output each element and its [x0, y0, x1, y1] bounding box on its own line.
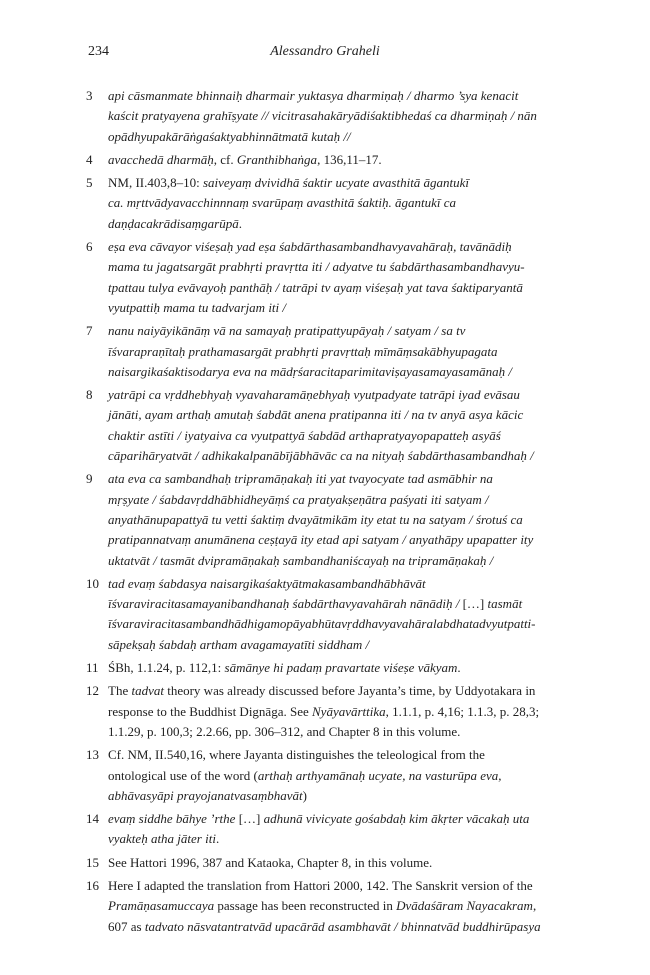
endnote [86, 745, 566, 806]
endnote [86, 86, 566, 147]
text-segment: […] [462, 596, 485, 612]
endnote-line [108, 786, 566, 806]
endnote-line [108, 362, 566, 382]
text-segment: . [215, 831, 220, 847]
endnote-text [108, 809, 566, 850]
text-segment: ) [302, 787, 307, 803]
text-segment: ontological use of the word ( [108, 767, 258, 783]
endnote-line [108, 385, 566, 405]
endnote-line [108, 594, 566, 614]
endnote-text [108, 681, 566, 742]
italic-segment: opādhyupakārāṅgaśaktyabhinnātmatā kutaḥ // [108, 128, 351, 144]
text-segment: , 136,11–17. [317, 151, 382, 167]
italic-segment: mṛṣyate / śabdavṛddhābhidheyāṃś ca pratyakṣeṇātra paśyati iti satyam / [108, 491, 489, 507]
endnote [86, 173, 566, 234]
endnote [86, 876, 566, 937]
endnotes-list [86, 86, 566, 940]
italic-segment: ata eva ca sambandhaḥ tripramāṇakaḥ iti yat tvayocyate tad asmābhir na [108, 471, 493, 487]
page-header [88, 44, 562, 64]
text-segment: . [238, 215, 242, 231]
italic-segment: yatrāpi ca vṛddhebhyaḥ vyavaharamāṇebhyaḥ vyutpadyate tatrāpi iyad evāsau [108, 387, 520, 403]
italic-segment: tadvato nāsvatantratvād upacārād asambhavāt / bhinnatvād buddhirūpasya [144, 918, 541, 934]
endnote-line [108, 530, 566, 550]
italic-segment: evaṃ siddhe bāhye ’rthe [108, 811, 239, 827]
text-segment: […] [238, 811, 264, 827]
italic-segment: tadvat [131, 683, 164, 699]
endnote-line [108, 551, 566, 571]
endnote-number: 16 [86, 877, 99, 893]
italic-segment: abhāvasyāpi prayojanatvasaṃbhavāt [108, 787, 303, 803]
text-segment: theory was already discussed before Jayanta’s time, by Uddyotakara in [163, 683, 536, 699]
endnote-text [108, 173, 566, 234]
endnote-line [108, 106, 566, 126]
endnote-line [108, 342, 566, 362]
endnote-number: 15 [86, 854, 99, 870]
endnote-line [108, 876, 566, 896]
endnote-line [108, 896, 566, 916]
italic-segment: chaktir astīti / iyatyaiva ca vyutpattyā śabdād arthapratyayopapatteḥ asyāś [108, 427, 501, 443]
endnote-text [108, 853, 566, 873]
endnote-line [108, 237, 566, 257]
endnote-line [108, 635, 566, 655]
italic-segment: īśvarapraṇītaḥ prathamasargāt prabhṛti pravṛttaḥ mīmāṃsakābhyupagata [108, 343, 498, 359]
text-segment: Here I adapted the translation from Hattori 2000, 142. The Sanskrit version of the [108, 877, 533, 893]
italic-segment: jānāti, ayam arthaḥ amutaḥ śabdāt anena pratipanna iti / na tv anyā asya kācic [108, 407, 524, 423]
endnote [86, 853, 566, 873]
text-segment: The [108, 683, 132, 699]
italic-segment: eṣa eva cāvayor viśeṣaḥ yad eṣa śabdārthasambandhavyavahāraḥ, tavānādiḥ [108, 239, 512, 255]
italic-segment: uktatvāt / tasmāt dvipramāṇakaḥ sambandhaniścayaḥ na tripramāṇakaḥ / [108, 552, 494, 568]
endnote-line [108, 278, 566, 298]
endnote-text [108, 321, 566, 382]
italic-segment: naisargikaśaktisodarya eva na mādṛśaracitaparimitaviṣayasamayasamānaḥ / [108, 363, 512, 379]
italic-segment: Nyāyavārttika [312, 703, 386, 719]
page-number: 234 [88, 44, 109, 59]
endnote-line [108, 809, 566, 829]
endnote-number: 12 [86, 683, 99, 699]
italic-segment: sāpekṣaḥ śabdaḥ artham avagamayatīti siddham / [108, 636, 370, 652]
endnote-number: 5 [86, 175, 93, 191]
endnote-line [108, 298, 566, 318]
italic-segment: tasmāt [484, 596, 523, 612]
endnote-line [108, 490, 566, 510]
text-segment: response to the Buddhist Dignāga. See [108, 703, 312, 719]
endnote-line [108, 917, 566, 937]
endnote-text [108, 658, 566, 678]
italic-segment: nanu naiyāyikānāṃ vā na samayaḥ pratipattyupāyaḥ / satyam / sa tv [108, 323, 466, 339]
endnote-line [108, 722, 566, 742]
text-segment: . [457, 660, 461, 676]
endnote-text [108, 876, 566, 937]
endnote-number: 6 [86, 239, 93, 255]
endnote-number: 4 [86, 151, 93, 167]
endnote-line [108, 574, 566, 594]
text-segment: , 1.1.1, p. 4,16; 1.1.3, p. 28,3; [385, 703, 540, 719]
endnote-line [108, 510, 566, 530]
endnote-number: 7 [86, 323, 93, 339]
endnote-text [108, 574, 566, 655]
endnote-number: 3 [86, 88, 93, 103]
text-segment: 607 as [108, 918, 145, 934]
endnote-line [108, 173, 566, 193]
running-head-author: Alessandro Graheli [270, 44, 380, 59]
italic-segment: arthaḥ arthyamānaḥ ucyate, na vasturūpa eva, [257, 767, 502, 783]
endnote-line [108, 426, 566, 446]
italic-segment: avacchedā dharmāḥ [108, 151, 214, 167]
text-segment: NM, II.403,8–10: [108, 175, 203, 191]
italic-segment: ca. mṛttvādyavacchinnnaṃ svarūpaṃ avasthitā śaktiḥ. āgantukī ca [108, 195, 457, 211]
endnote [86, 385, 566, 466]
endnote-line [108, 257, 566, 277]
endnote-text [108, 385, 566, 466]
italic-segment: tad evaṃ śabdasya naisargikaśaktyātmakasambandhābhāvāt [108, 575, 426, 591]
endnote-line [108, 321, 566, 341]
italic-segment: mama tu jagatsargāt prabhṛti pravṛtta iti / adyatve tu śabdārthasambandhavyu- [108, 259, 525, 275]
text-segment: passage has been reconstructed in [214, 898, 397, 914]
endnote-line [108, 681, 566, 701]
endnote-number: 10 [86, 575, 99, 591]
endnote-line [108, 127, 566, 147]
endnote-line [108, 702, 566, 722]
italic-segment: vyakteḥ atha jāter iti [108, 831, 216, 847]
text-segment: , [532, 898, 537, 914]
endnote [86, 237, 566, 318]
text-segment: 1.1.29, p. 100,3; 2.2.66, pp. 306–312, and Chapter 8 in this volume. [108, 723, 461, 739]
italic-segment: anyathānupapattyā tu vetti śaktiṃ dvayātmikām ity etat tu na satyam / śrotuś ca [108, 511, 523, 527]
italic-segment: api cāsmanmate bhinnaiḥ dharmair yuktasya dharmiṇaḥ / dharmo ’sya kenacit [108, 88, 519, 103]
endnote-line [108, 446, 566, 466]
italic-segment: daṇḍacakrādisaṃgarūpā [108, 215, 239, 231]
endnote-line [108, 829, 566, 849]
italic-segment: īśvaraviracitasambandhādhigamopāyabhūtavṛddhavyavahāralabdhatadvyutpatti- [108, 616, 536, 632]
endnote-number: 9 [86, 471, 93, 487]
italic-segment: Pramāṇasamuccaya [108, 898, 215, 914]
italic-segment: Granthibhaṅga [236, 151, 318, 167]
italic-segment: kaścit pratyayena grahīṣyate // vicitrasahakāryādiśaktibhedaś ca dharmiṇaḥ / nān [108, 108, 537, 124]
endnote-text [108, 469, 566, 570]
endnote-line [108, 405, 566, 425]
italic-segment: adhunā vivicyate gośabdaḥ kim ākṛter vācakaḥ uta [263, 811, 530, 827]
endnote-number: 11 [86, 660, 99, 676]
endnote-number: 13 [86, 747, 99, 763]
endnote [86, 321, 566, 382]
italic-segment: īśvaraviracitasamayanibandhanaḥ śabdārthavyavahārah nānādiḥ / [108, 596, 463, 612]
text-segment: ŚBh, 1.1.24, p. 112,1: [108, 660, 225, 676]
endnote [86, 150, 566, 170]
text-segment: See Hattori 1996, 387 and Kataoka, Chapter 8, in this volume. [108, 854, 433, 870]
endnote [86, 469, 566, 570]
italic-segment: tpattau tulya evāvayoḥ panthāḥ / tatrāpi tv ayaṃ viśeṣaḥ yat tava śaktiparyantā [108, 279, 523, 295]
endnote-number: 8 [86, 387, 93, 403]
endnote [86, 681, 566, 742]
italic-segment: pratipannatvaṃ anumānena ceṣṭayā ity etad api satyam / anyathāpy upapatter ity [108, 532, 534, 548]
endnote-text [108, 150, 566, 170]
text-segment: Cf. NM, II.540,16, where Jayanta distinguishes the teleological from the [108, 747, 485, 763]
endnote-line [108, 658, 566, 678]
endnote [86, 658, 566, 678]
endnote-line [108, 214, 566, 234]
italic-segment: saiveyaṃ dvividhā śaktir ucyate avasthitā āgantukī [202, 175, 470, 191]
text-segment: , cf. [213, 151, 237, 167]
endnote-line [108, 150, 566, 170]
endnote [86, 809, 566, 850]
endnote-line [108, 745, 566, 765]
endnote-line [108, 614, 566, 634]
endnote-line [108, 86, 566, 106]
italic-segment: Dvādaśāram Nayacakram [396, 898, 533, 914]
italic-segment: sāmānye hi padaṃ pravartate viśeṣe vākyam [224, 660, 458, 676]
italic-segment: vyutpattiḥ mama tu tadvarjam iti / [108, 299, 287, 315]
endnote [86, 574, 566, 655]
endnote-text [108, 745, 566, 806]
endnote-line [108, 766, 566, 786]
endnote-number: 14 [86, 811, 99, 827]
endnote-line [108, 193, 566, 213]
italic-segment: cāparihāryatvāt / adhikakalpanābījābhāvāc ca na nityaḥ śabdārthasambandhaḥ / [108, 448, 534, 464]
endnote-line [108, 469, 566, 489]
endnote-line [108, 853, 566, 873]
endnote-text [108, 237, 566, 318]
endnote-text [108, 86, 566, 147]
